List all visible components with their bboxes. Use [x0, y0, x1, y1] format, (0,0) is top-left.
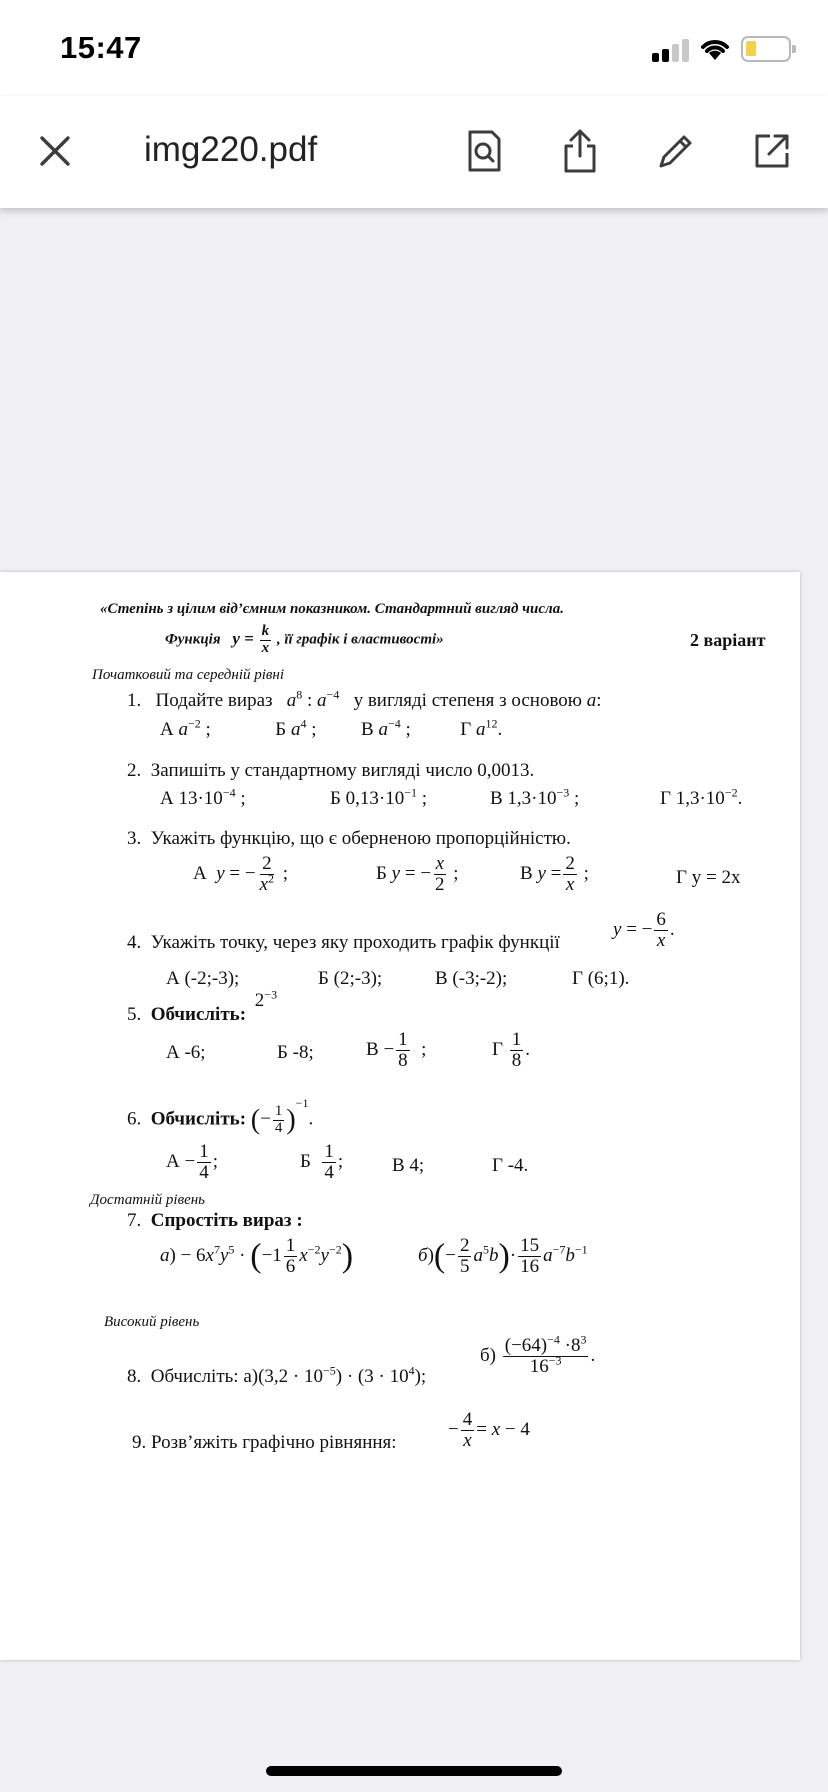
question-9-equation: − $\frac{4}{x}$ = x − 4	[448, 1409, 530, 1451]
home-indicator[interactable]	[266, 1766, 562, 1776]
question-7-part-a: $а) - 6x^7y^5 \cdot (-1$ $\frac{1}{6}$ $x^{-2}y^{-2}$)	[160, 1235, 354, 1277]
question-6-option-a: А − $\frac{1}{4}$ ;	[166, 1141, 218, 1183]
question-2-option-b: Б $0,13\cdot 10^{-1}$ ;	[330, 785, 428, 809]
question-1: 1. Подайте вираз $a^8$ : $a^{-4}$ у вигляді степеня з основою a:	[127, 687, 602, 711]
share-icon[interactable]	[555, 126, 605, 176]
question-9: 9. Розв’яжіть графічно рівняння:	[132, 1432, 397, 1453]
wifi-icon	[698, 36, 732, 62]
question-5-option-d: Г $\frac{1}{8}$ .	[492, 1029, 530, 1071]
question-5-option-c: В − $\frac{1}{8}$ ;	[366, 1029, 427, 1071]
question-8-part-b: б) $\frac{(-64)^{-4} \cdot 8^3}{16^{-3}}$ .	[480, 1332, 596, 1377]
question-4-option-c: В (-3;-2);	[435, 968, 508, 989]
status-bar	[0, 0, 828, 96]
question-3-option-b: Б y = − $\frac{x}{2}$ ;	[376, 853, 459, 895]
document-title: img220.pdf	[144, 130, 318, 169]
question-4-option-d: Г (6;1).	[572, 968, 630, 989]
question-3-option-d: Г y = 2x	[676, 867, 741, 888]
header-function: Функція y = $\frac{k}{x}$ , її графік і властивості»	[165, 623, 444, 656]
question-3-option-a: А y = − $\frac{2}{x^2}$ ;	[193, 853, 289, 895]
header-title: «Степінь з цілим від’ємним показником. Стандартний вигляд числа.	[100, 601, 565, 617]
question-2: 2. Запишіть у стандартному вигляді число 0,0013.	[127, 760, 535, 781]
question-7-part-b: б)(− $\frac{2}{5}$ $a^5b)\cdot$ $\frac{15}{16}$ $a^{-7}b^{-1}$	[418, 1235, 588, 1277]
pdf-page	[0, 572, 800, 1660]
question-3-option-c: В y = $\frac{2}{x}$ ;	[520, 853, 589, 895]
question-2-option-d: Г $1,3\cdot 10^{-2}$.	[660, 785, 743, 809]
question-6-option-d: Г -4.	[492, 1155, 529, 1176]
search-document-icon[interactable]	[459, 126, 509, 176]
question-4: 4. Укажіть точку, через яку проходить графік функції	[127, 932, 560, 953]
question-5-option-b: Б -8;	[277, 1042, 314, 1063]
section-high-level: Високий рівень	[104, 1314, 200, 1330]
variant-label: 2 варіант	[690, 630, 766, 650]
question-1-options: А $a^{-2}$ ; Б $a^4$ ; В $a^{-4}$ ; Г $a^{12}$.	[160, 716, 503, 740]
edit-pencil-icon[interactable]	[651, 126, 701, 176]
question-6-option-b: Б $\frac{1}{4}$ ;	[300, 1141, 344, 1183]
question-5: 5. Обчисліть: $2^{-3}$	[127, 987, 278, 1025]
status-time: 15:47	[60, 30, 142, 65]
open-external-icon[interactable]	[747, 126, 797, 176]
cellular-signal-icon	[652, 38, 690, 62]
question-6: 6. Обчисліть: (− $\frac{1}{4}$ )$^{-1}$.	[127, 1095, 314, 1136]
question-2-option-c: В $1,3\cdot 10^{-3}$ ;	[490, 785, 580, 809]
question-4-function: y = − $\frac{6}{x}$ .	[613, 909, 675, 951]
section-sufficient-level: Достатній рівень	[90, 1192, 206, 1208]
question-5-option-a: А -6;	[166, 1042, 206, 1063]
pdf-viewer[interactable]	[0, 208, 828, 1792]
question-4-option-b: Б (2;-3);	[318, 968, 383, 989]
question-4-option-a: А (-2;-3);	[166, 968, 240, 989]
battery-icon	[741, 36, 791, 62]
question-7: 7. Спростіть вираз :	[127, 1210, 303, 1231]
question-6-option-c: В 4;	[392, 1155, 425, 1176]
close-icon[interactable]	[30, 126, 80, 176]
question-2-option-a: А $13\cdot 10^{-4}$ ;	[160, 785, 246, 809]
section-basic-level: Початковий та середній рівні	[92, 667, 285, 683]
question-3: 3. Укажіть функцію, що є оберненою пропорційністю.	[127, 828, 571, 849]
viewer-toolbar	[0, 96, 828, 208]
question-8: 8. Обчисліть: $а)(3,2 \cdot 10^{-5}) \cdot (3 \cdot 10^4)$;	[127, 1363, 427, 1387]
